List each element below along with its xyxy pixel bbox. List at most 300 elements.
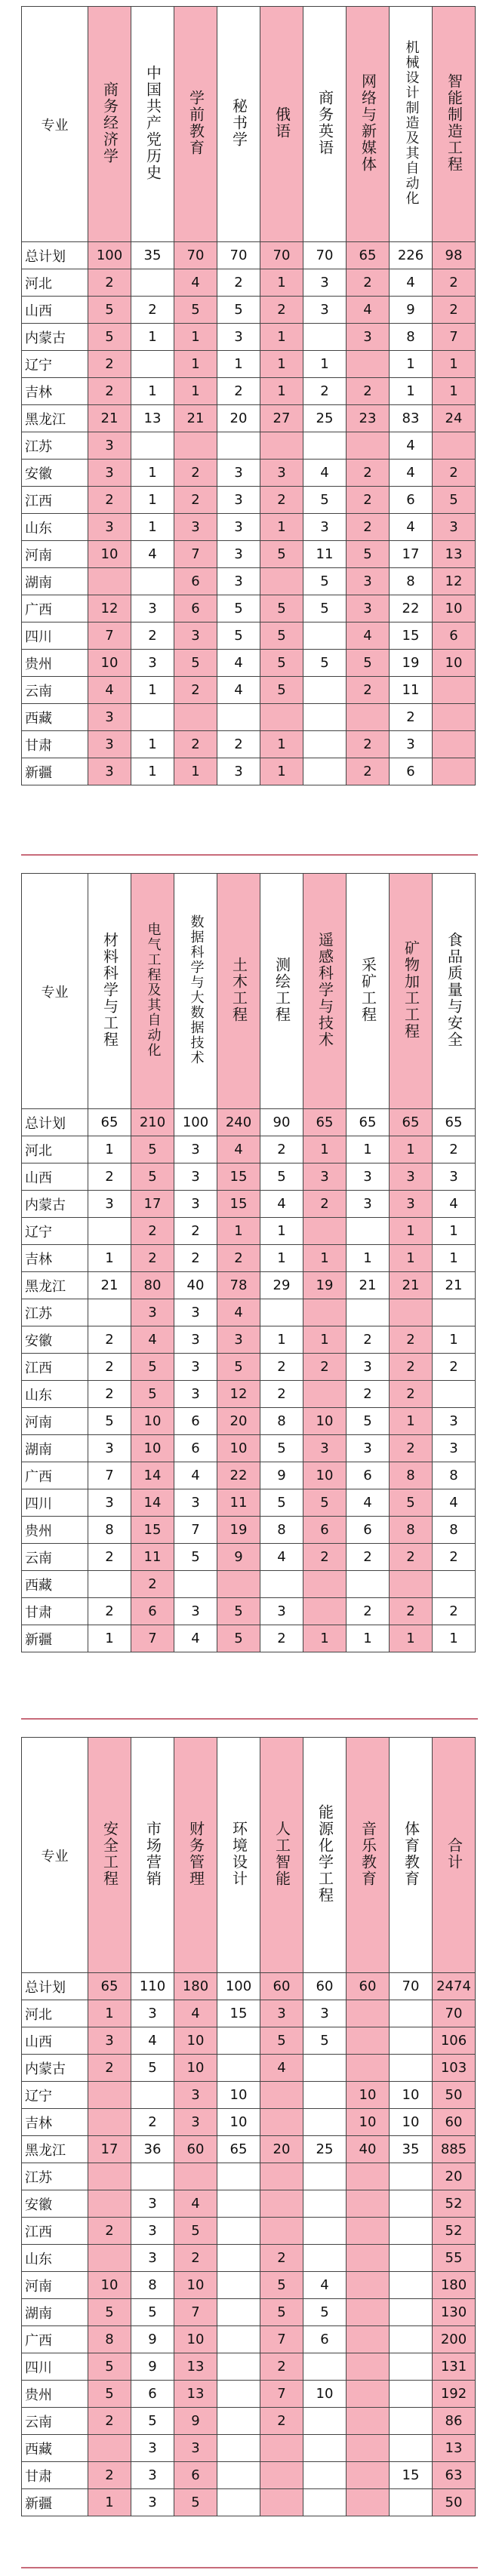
value-cell: 5 [88, 324, 131, 351]
value-cell [260, 704, 303, 731]
value-cell [131, 432, 174, 460]
total-cell: 70 [260, 242, 303, 269]
province-name: 四川 [22, 1489, 88, 1517]
value-cell: 3 [303, 297, 347, 324]
table-row [22, 2462, 476, 2489]
value-cell: 2 [88, 2055, 131, 2082]
major-header [433, 874, 476, 1109]
major-name: 学前教育 [186, 89, 205, 156]
value-cell: 5 [303, 1489, 347, 1517]
value-cell: 7 [88, 622, 131, 650]
table-block-3 [21, 1737, 476, 2516]
province-name: 江西 [22, 487, 88, 514]
row-header: 总计划 [22, 1973, 88, 2000]
province-name: 山东 [22, 514, 88, 541]
value-cell [303, 704, 347, 731]
value-cell: 7 [260, 2381, 303, 2408]
province-name: 四川 [22, 622, 88, 650]
value-cell: 7 [433, 324, 476, 351]
value-cell: 5 [217, 297, 260, 324]
value-cell: 1 [131, 487, 174, 514]
value-cell: 80 [131, 1272, 174, 1299]
value-cell: 13 [131, 405, 174, 432]
province-name: 贵州 [22, 650, 88, 677]
table-row [22, 2027, 476, 2055]
value-cell [217, 1571, 260, 1598]
value-cell: 2 [347, 269, 390, 297]
total-cell: 100 [217, 1973, 260, 2000]
value-cell: 3 [347, 1354, 390, 1381]
province-name: 黑龙江 [22, 405, 88, 432]
table-row [22, 2109, 476, 2136]
value-cell: 1 [433, 1625, 476, 1652]
value-cell [303, 2408, 347, 2435]
value-cell: 2 [347, 1544, 390, 1571]
major-header [390, 7, 433, 242]
value-cell: 9 [131, 2353, 174, 2381]
major-header [303, 874, 347, 1109]
value-cell: 2 [303, 1544, 347, 1571]
value-cell: 1 [131, 378, 174, 405]
table-row [22, 2000, 476, 2027]
value-cell: 55 [433, 2245, 476, 2272]
value-cell: 4 [303, 460, 347, 487]
value-cell: 4 [174, 269, 217, 297]
value-cell: 4 [217, 650, 260, 677]
value-cell: 5 [260, 1489, 303, 1517]
major-name: 网络与新媒体 [359, 72, 377, 173]
table-row [22, 1381, 476, 1408]
value-cell [303, 677, 347, 704]
value-cell [217, 2163, 260, 2190]
value-cell: 1 [217, 351, 260, 378]
value-cell: 35 [390, 2136, 433, 2163]
value-cell: 103 [433, 2055, 476, 2082]
value-cell: 2 [260, 1354, 303, 1381]
major-name: 商务英语 [316, 89, 334, 156]
value-cell: 86 [433, 2408, 476, 2435]
value-cell [347, 432, 390, 460]
province-name: 甘肃 [22, 1598, 88, 1625]
value-cell [347, 351, 390, 378]
value-cell: 5 [131, 2408, 174, 2435]
value-cell [88, 2109, 131, 2136]
value-cell: 2 [260, 2408, 303, 2435]
value-cell: 29 [260, 1272, 303, 1299]
value-cell: 11 [217, 1489, 260, 1517]
major-header [303, 7, 347, 242]
table-row [22, 1191, 476, 1218]
value-cell: 1 [390, 378, 433, 405]
value-cell: 2 [88, 1354, 131, 1381]
value-cell: 3 [174, 1164, 217, 1191]
value-cell: 1 [174, 351, 217, 378]
value-cell: 10 [303, 1408, 347, 1435]
value-cell: 4 [433, 1489, 476, 1517]
value-cell: 4 [390, 432, 433, 460]
value-cell: 3 [174, 1598, 217, 1625]
value-cell [217, 2190, 260, 2218]
value-cell [390, 2245, 433, 2272]
value-cell: 10 [174, 2055, 217, 2082]
value-cell [347, 2163, 390, 2190]
province-name: 江西 [22, 2218, 88, 2245]
value-cell: 1 [260, 269, 303, 297]
table-row [22, 622, 476, 650]
table-row [22, 568, 476, 595]
value-cell [347, 1218, 390, 1245]
value-cell: 14 [131, 1489, 174, 1517]
table-row [22, 1164, 476, 1191]
value-cell [303, 2055, 347, 2082]
value-cell: 3 [131, 650, 174, 677]
value-cell: 2 [347, 731, 390, 758]
value-cell: 1 [260, 324, 303, 351]
value-cell: 6 [174, 568, 217, 595]
value-cell: 15 [217, 1191, 260, 1218]
province-name: 黑龙江 [22, 1272, 88, 1299]
value-cell [390, 2326, 433, 2353]
province-name: 内蒙古 [22, 1191, 88, 1218]
value-cell: 15 [390, 622, 433, 650]
value-cell: 6 [174, 1435, 217, 1462]
value-cell: 2 [347, 514, 390, 541]
value-cell: 3 [174, 622, 217, 650]
value-cell: 10 [174, 2326, 217, 2353]
value-cell: 3 [131, 2218, 174, 2245]
value-cell: 3 [174, 514, 217, 541]
value-cell: 3 [347, 595, 390, 622]
province-name: 西藏 [22, 704, 88, 731]
value-cell: 5 [217, 1598, 260, 1625]
value-cell: 3 [303, 514, 347, 541]
value-cell: 21 [174, 405, 217, 432]
value-cell [217, 2272, 260, 2299]
value-cell: 8 [433, 1517, 476, 1544]
total-cell: 210 [131, 1109, 174, 1136]
value-cell: 2 [88, 2462, 131, 2489]
value-cell: 10 [303, 1462, 347, 1489]
major-name: 财务管理 [186, 1820, 205, 1887]
section-divider [21, 2567, 478, 2568]
table-row [22, 324, 476, 351]
value-cell [131, 2163, 174, 2190]
value-cell: 6 [131, 1598, 174, 1625]
province-name: 山东 [22, 2245, 88, 2272]
value-cell: 3 [433, 1435, 476, 1462]
value-cell [433, 1571, 476, 1598]
value-cell: 2 [88, 269, 131, 297]
value-cell: 52 [433, 2218, 476, 2245]
major-name: 采矿工程 [359, 956, 377, 1023]
total-cell: 65 [88, 1973, 131, 2000]
value-cell: 5 [260, 2272, 303, 2299]
value-cell: 60 [174, 2136, 217, 2163]
value-cell: 21 [88, 405, 131, 432]
province-name: 辽宁 [22, 2082, 88, 2109]
value-cell [390, 2027, 433, 2055]
table-row [22, 460, 476, 487]
value-cell [174, 2163, 217, 2190]
value-cell: 15 [390, 2462, 433, 2489]
value-cell: 20 [217, 1408, 260, 1435]
value-cell: 1 [131, 731, 174, 758]
value-cell [217, 2326, 260, 2353]
table-row [22, 1625, 476, 1652]
value-cell: 21 [390, 1272, 433, 1299]
value-cell [217, 704, 260, 731]
value-cell: 5 [88, 2299, 131, 2326]
value-cell [390, 2435, 433, 2462]
value-cell: 3 [174, 2435, 217, 2462]
major-name: 数据科学与大数据技术 [188, 914, 205, 1065]
value-cell: 3 [217, 514, 260, 541]
value-cell: 1 [174, 324, 217, 351]
value-cell: 4 [217, 1299, 260, 1326]
value-cell: 10 [217, 2109, 260, 2136]
value-cell: 4 [433, 1191, 476, 1218]
value-cell: 3 [260, 1598, 303, 1625]
value-cell [88, 2163, 131, 2190]
value-cell: 60 [433, 2109, 476, 2136]
value-cell: 5 [260, 2027, 303, 2055]
value-cell: 3 [88, 460, 131, 487]
major-name: 能源化学工程 [316, 1803, 334, 1904]
value-cell: 1 [174, 758, 217, 785]
value-cell: 5 [88, 2381, 131, 2408]
value-cell: 21 [433, 1272, 476, 1299]
value-cell [174, 1571, 217, 1598]
value-cell: 25 [303, 405, 347, 432]
province-name: 江苏 [22, 1299, 88, 1326]
province-name: 吉林 [22, 1245, 88, 1272]
value-cell: 3 [174, 1326, 217, 1354]
value-cell: 2 [347, 378, 390, 405]
value-cell: 6 [390, 758, 433, 785]
value-cell [303, 622, 347, 650]
value-cell: 15 [131, 1517, 174, 1544]
value-cell: 10 [390, 2082, 433, 2109]
value-cell [433, 704, 476, 731]
value-cell: 3 [174, 1354, 217, 1381]
major-name: 材料科学与工程 [100, 931, 119, 1048]
value-cell [88, 1218, 131, 1245]
major-header [260, 7, 303, 242]
value-cell [88, 2245, 131, 2272]
value-cell: 10 [131, 1435, 174, 1462]
value-cell [390, 2055, 433, 2082]
value-cell [88, 2190, 131, 2218]
province-name: 河北 [22, 1136, 88, 1164]
value-cell: 2 [174, 731, 217, 758]
header-row [22, 874, 476, 1109]
value-cell: 5 [303, 568, 347, 595]
value-cell: 2 [260, 2353, 303, 2381]
value-cell [217, 2435, 260, 2462]
table-row [22, 1517, 476, 1544]
value-cell: 2 [260, 1136, 303, 1164]
header-row [22, 7, 476, 242]
value-cell: 2 [390, 704, 433, 731]
table-row [22, 1299, 476, 1326]
value-cell: 1 [433, 351, 476, 378]
total-cell: 65 [433, 1109, 476, 1136]
province-name: 辽宁 [22, 351, 88, 378]
value-cell: 5 [131, 1354, 174, 1381]
table-row [22, 2218, 476, 2245]
value-cell: 1 [303, 1625, 347, 1652]
value-cell: 3 [131, 1299, 174, 1326]
value-cell [433, 432, 476, 460]
value-cell [88, 1571, 131, 1598]
value-cell [347, 2381, 390, 2408]
value-cell: 8 [390, 568, 433, 595]
total-cell: 65 [88, 1109, 131, 1136]
section-divider [21, 1718, 478, 1720]
value-cell: 5 [217, 622, 260, 650]
value-cell [303, 1299, 347, 1326]
value-cell: 1 [390, 1625, 433, 1652]
value-cell: 1 [390, 1408, 433, 1435]
value-cell: 6 [303, 2326, 347, 2353]
value-cell: 5 [260, 1164, 303, 1191]
value-cell [217, 2055, 260, 2082]
value-cell: 9 [390, 297, 433, 324]
value-cell [433, 1381, 476, 1408]
corner-label: 专业 [22, 1738, 88, 1973]
value-cell: 20 [217, 405, 260, 432]
value-cell: 8 [390, 324, 433, 351]
value-cell: 50 [433, 2489, 476, 2516]
value-cell: 2 [303, 378, 347, 405]
major-header [131, 1738, 174, 1973]
value-cell [390, 2489, 433, 2516]
total-cell: 60 [260, 1973, 303, 2000]
value-cell: 9 [131, 2326, 174, 2353]
value-cell: 9 [260, 1462, 303, 1489]
value-cell: 1 [260, 731, 303, 758]
value-cell [88, 568, 131, 595]
value-cell [217, 2245, 260, 2272]
major-name: 体育教育 [402, 1820, 420, 1887]
table-row [22, 541, 476, 568]
value-cell [260, 568, 303, 595]
total-cell: 90 [260, 1109, 303, 1136]
value-cell: 3 [433, 1408, 476, 1435]
value-cell: 7 [260, 2326, 303, 2353]
major-name: 遥感科学与技术 [316, 931, 334, 1048]
table-row [22, 2272, 476, 2299]
major-header [347, 874, 390, 1109]
table-row [22, 405, 476, 432]
major-header [131, 7, 174, 242]
value-cell: 106 [433, 2027, 476, 2055]
value-cell: 19 [390, 650, 433, 677]
table-row [22, 595, 476, 622]
value-cell: 4 [347, 1489, 390, 1517]
value-cell: 5 [260, 1435, 303, 1462]
total-cell: 70 [303, 242, 347, 269]
value-cell: 11 [303, 541, 347, 568]
value-cell: 3 [217, 568, 260, 595]
value-cell: 10 [303, 2381, 347, 2408]
province-name: 新疆 [22, 1625, 88, 1652]
major-header [433, 1738, 476, 1973]
value-cell [303, 2435, 347, 2462]
province-name: 云南 [22, 1544, 88, 1571]
value-cell [390, 2299, 433, 2326]
value-cell: 3 [131, 2190, 174, 2218]
value-cell: 3 [88, 1191, 131, 1218]
value-cell: 1 [88, 1136, 131, 1164]
value-cell: 3 [217, 758, 260, 785]
value-cell: 10 [88, 2272, 131, 2299]
value-cell: 5 [88, 1408, 131, 1435]
value-cell: 2 [260, 2245, 303, 2272]
value-cell: 3 [347, 1191, 390, 1218]
value-cell: 2 [131, 2109, 174, 2136]
value-cell: 4 [174, 1625, 217, 1652]
value-cell: 9 [217, 1544, 260, 1571]
value-cell: 1 [347, 1136, 390, 1164]
value-cell [390, 1299, 433, 1326]
major-name: 音乐教育 [359, 1820, 377, 1887]
value-cell: 10 [88, 650, 131, 677]
value-cell: 1 [390, 1245, 433, 1272]
value-cell: 5 [260, 541, 303, 568]
major-header [217, 7, 260, 242]
value-cell [88, 1299, 131, 1326]
value-cell [174, 432, 217, 460]
value-cell: 1 [260, 1245, 303, 1272]
value-cell: 12 [217, 1381, 260, 1408]
value-cell: 1 [260, 514, 303, 541]
major-header [88, 7, 131, 242]
value-cell: 2 [390, 1544, 433, 1571]
value-cell: 7 [88, 1462, 131, 1489]
value-cell: 5 [390, 1489, 433, 1517]
value-cell: 2 [260, 1625, 303, 1652]
value-cell: 4 [131, 541, 174, 568]
value-cell: 63 [433, 2462, 476, 2489]
table-row [22, 1544, 476, 1571]
value-cell: 22 [217, 1462, 260, 1489]
value-cell: 5 [433, 487, 476, 514]
major-name: 中国共产党历史 [143, 64, 162, 181]
value-cell: 40 [174, 1272, 217, 1299]
table-row [22, 2299, 476, 2326]
total-cell: 70 [390, 1973, 433, 2000]
value-cell [303, 2353, 347, 2381]
value-cell: 5 [260, 650, 303, 677]
province-name: 四川 [22, 2353, 88, 2381]
value-cell: 25 [303, 2136, 347, 2163]
value-cell: 21 [347, 1272, 390, 1299]
major-name: 矿物加工工程 [402, 939, 420, 1040]
value-cell: 3 [433, 514, 476, 541]
major-name: 测绘工程 [273, 956, 291, 1023]
value-cell: 2 [217, 378, 260, 405]
value-cell: 3 [217, 487, 260, 514]
value-cell [347, 2027, 390, 2055]
value-cell [347, 2408, 390, 2435]
value-cell [131, 269, 174, 297]
value-cell: 20 [433, 2163, 476, 2190]
major-name: 智能制造工程 [445, 72, 464, 173]
value-cell [217, 2462, 260, 2489]
value-cell: 10 [433, 650, 476, 677]
province-name: 河南 [22, 2272, 88, 2299]
